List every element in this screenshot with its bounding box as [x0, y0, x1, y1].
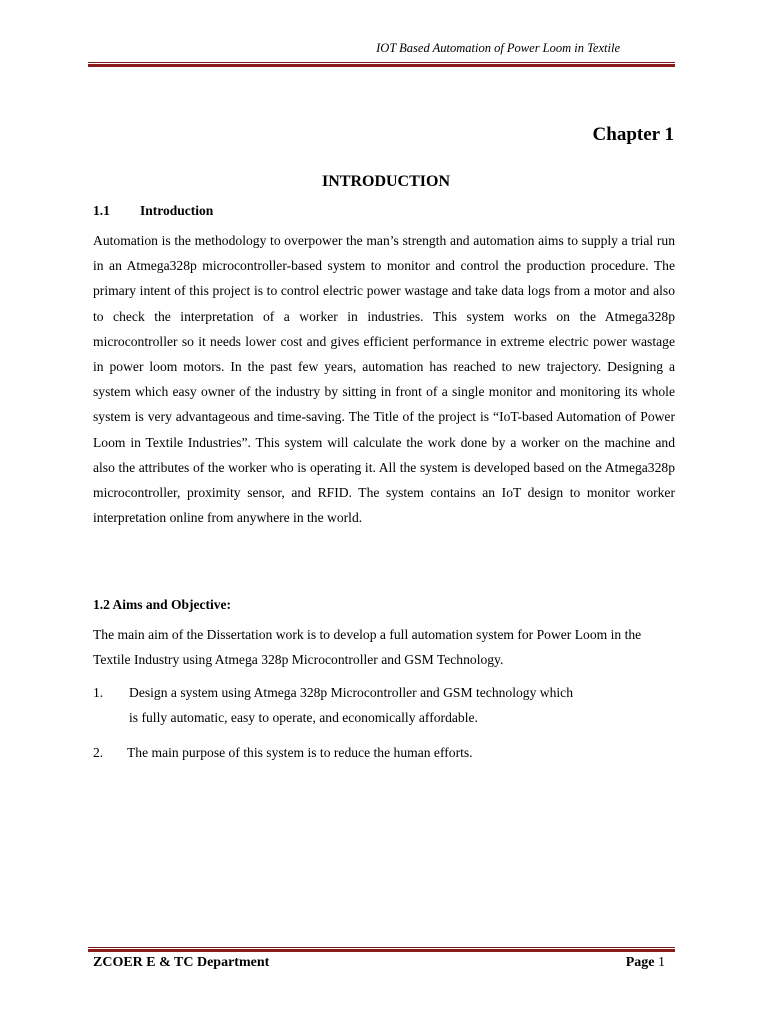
list-number: 1.: [93, 685, 104, 700]
section-1-2-heading: 1.2 Aims and Objective:: [93, 597, 231, 612]
chapter-label: Chapter 1: [592, 124, 674, 145]
section-title: Introduction: [140, 203, 214, 218]
running-header: IOT Based Automation of Power Loom in Textile: [376, 41, 620, 55]
header-rule: [88, 62, 675, 67]
main-heading: INTRODUCTION: [321, 173, 450, 190]
list-text: The main purpose of this system is to reduce the human efforts.: [127, 745, 473, 760]
section-number: 1.1: [93, 203, 110, 218]
list-text: Design a system using Atmega 328p Microcontroller and GSM technology which: [129, 685, 573, 700]
page-number-value: 1: [658, 955, 665, 970]
aims-paragraph: The main aim of the Dissertation work is to develop a full automation system for Power Loom in the Textile Industry using Atmega 328p Microcontroller and GSM Technology.: [93, 627, 642, 667]
list-text-continued: is fully automatic, easy to operate, and economically affordable.: [129, 710, 478, 725]
footer-rule: [88, 947, 675, 952]
list-number: 2.: [93, 745, 104, 760]
section-1-1-heading: [93, 203, 213, 219]
footer-department: ZCOER E & TC Department: [93, 955, 270, 970]
page-number: [626, 955, 665, 971]
intro-paragraph: Automation is the methodology to overpower the man’s strength and automation aims to supply a trial run in an Atmega328p microcontroller-based system to monitor and control the production procedure. The primary intent of this project is to control electric power wastage and take data logs from a motor and also to check the interpretation of a worker in industries. This system works on the Atmega328p microcontroller so it needs lower cost and gives efficient performance in extreme electric power wastage in power loom motors. In the past few years, automation has reached to new trajectory. Designing a system which easy owner of the industry by sitting in front of a single monitor and monitoring its whole system is very advantageous and time-saving. The Title of the project is “IoT-based Automation of Power Loom in Textile Industries”. This system will calculate the work done by a worker on the machine and also the attributes of the worker who is operating it. All the system is developed based on the Atmega328p microcontroller, proximity sensor, and RFID. The system contains an IoT design to monitor worker interpretation online from anywhere in the world.: [93, 233, 675, 526]
page-label: Page: [625, 955, 655, 970]
